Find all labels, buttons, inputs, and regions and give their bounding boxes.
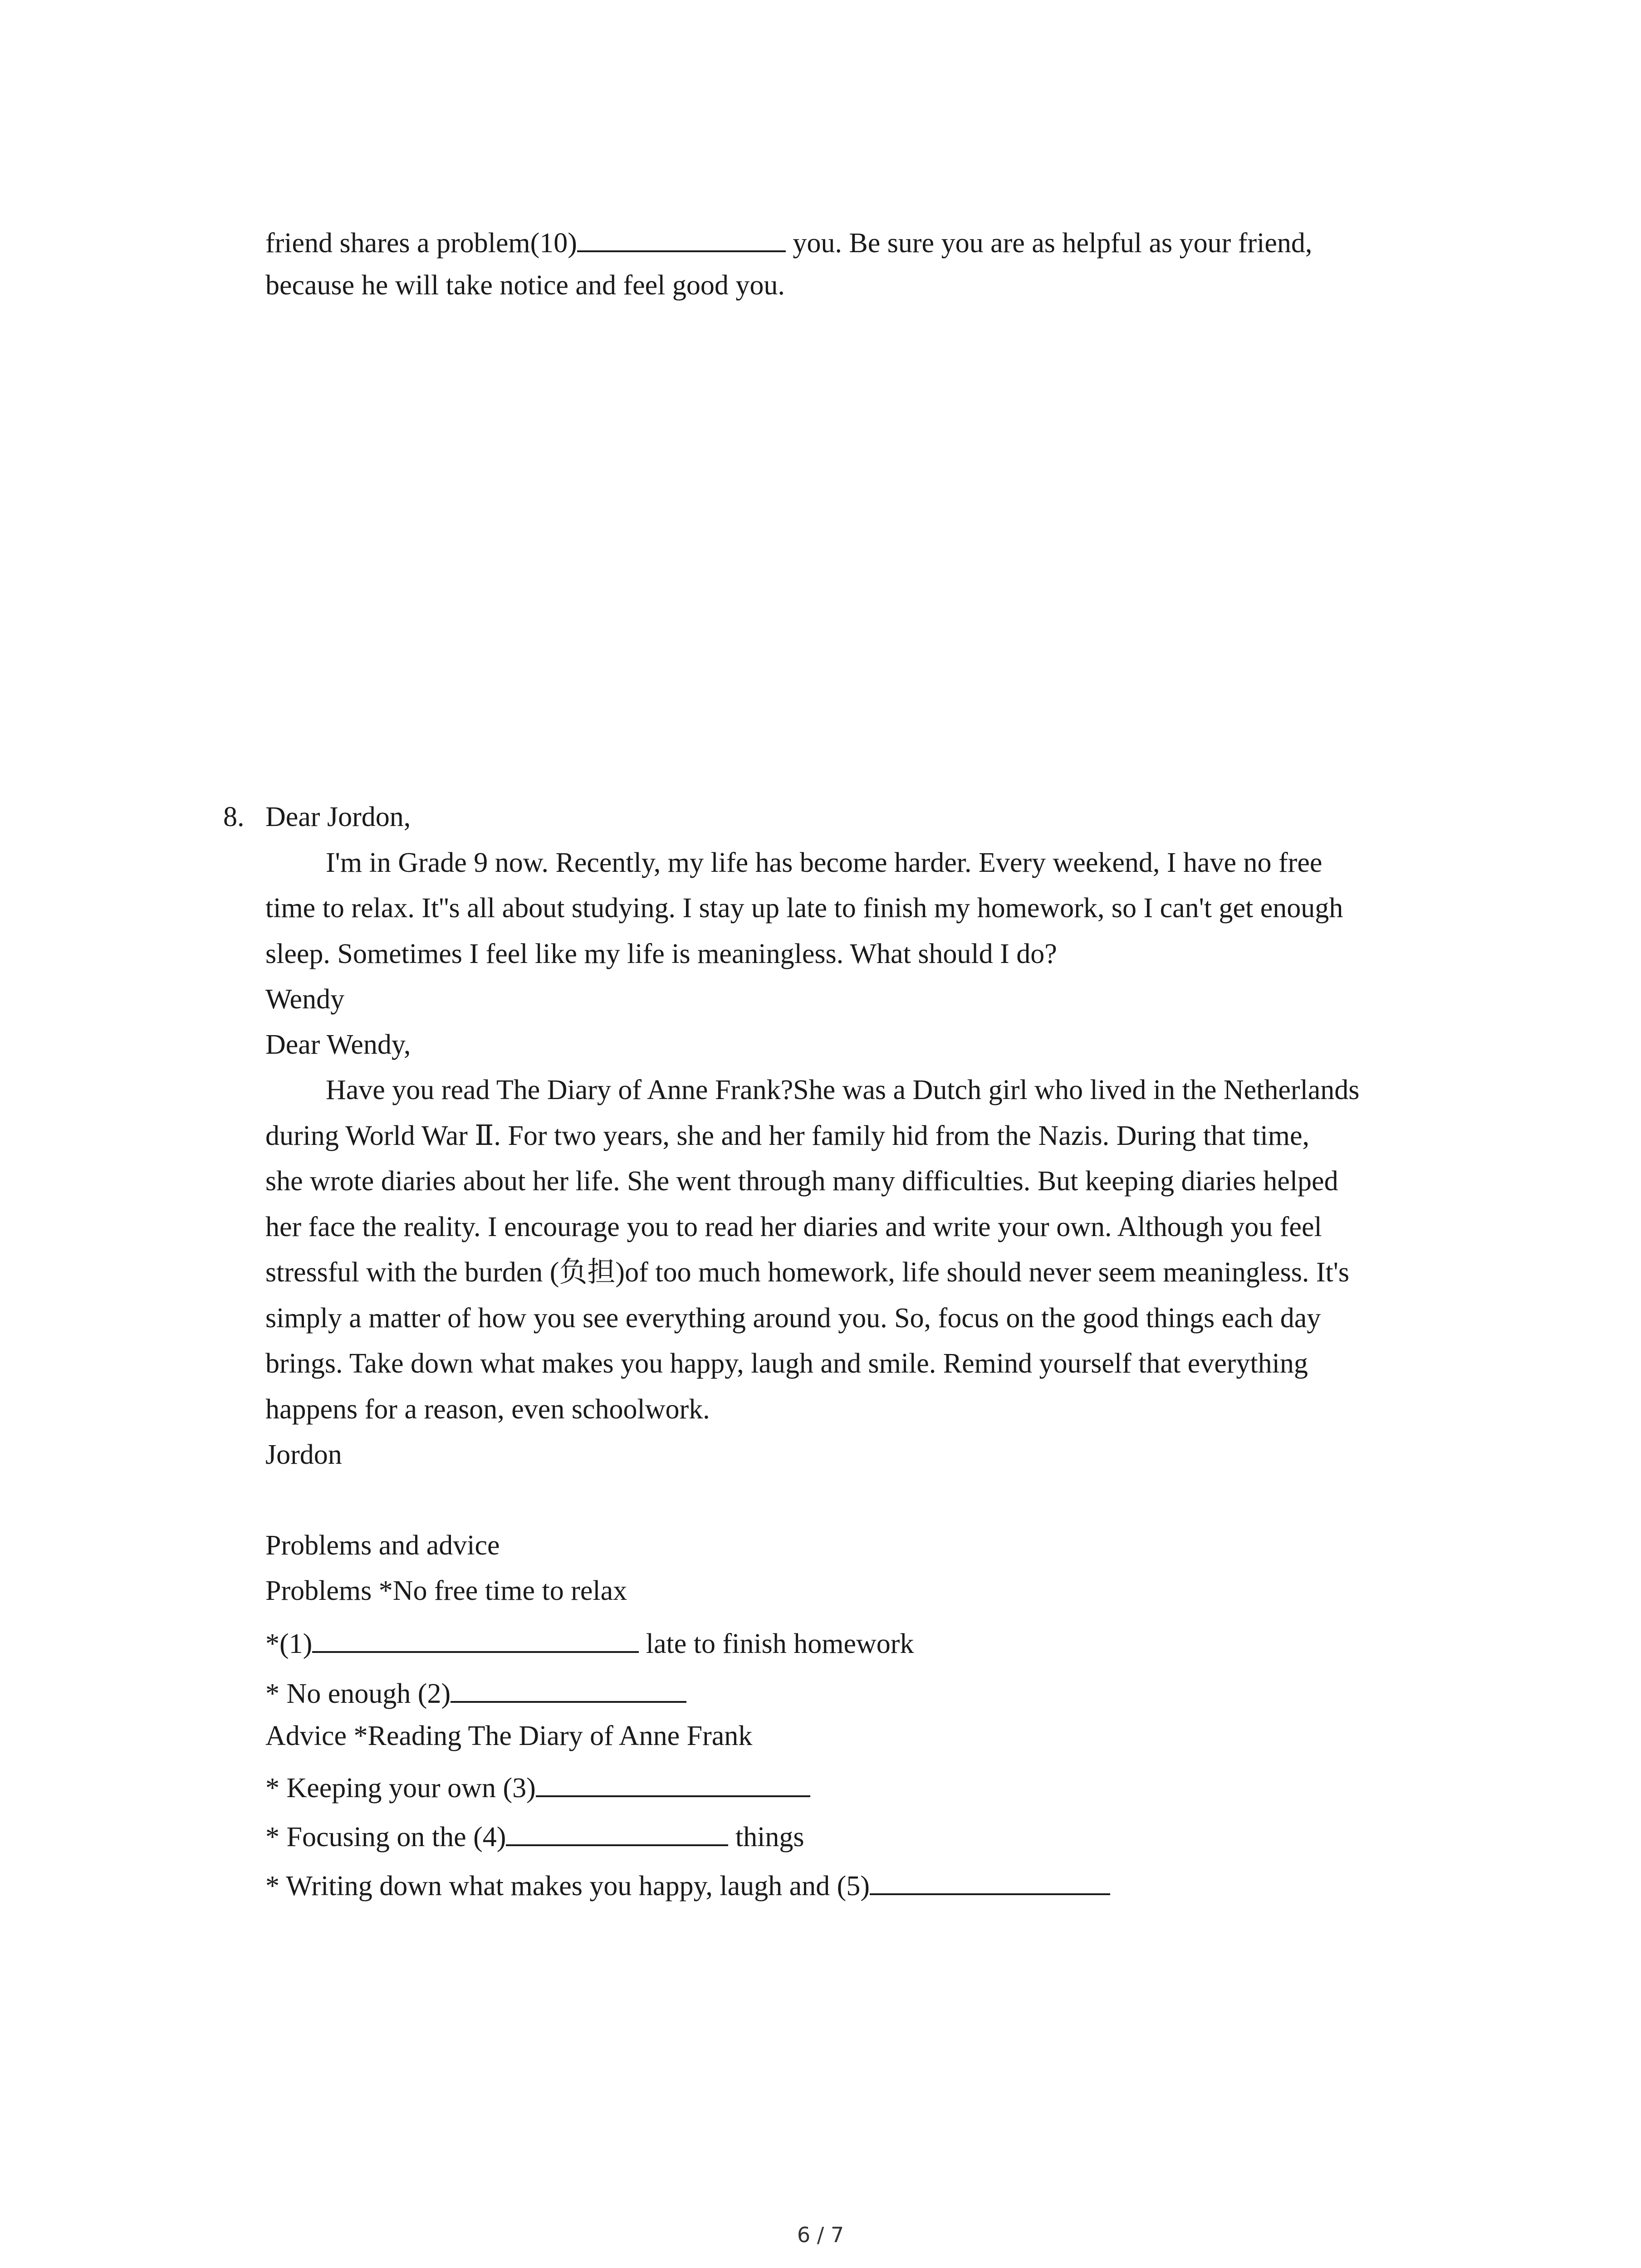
item-2-label: * No enough (2) [265, 1678, 451, 1709]
prev-line-1-text: friend shares a problem(10) [265, 228, 577, 259]
item-2 [265, 1673, 686, 1711]
letter2-greeting: Dear Wendy, [265, 1029, 411, 1060]
prev-question-line-1 [265, 222, 1312, 261]
letter2-line-5: stressful with the burden (负担)of too much homework, life should never seem meaningless. It's [265, 1257, 1350, 1288]
letter1-line-1: I'm in Grade 9 now. Recently, my life has become harder. Every weekend, I have no free [326, 847, 1323, 878]
letter2-line-8: happens for a reason, even schoolwork. [265, 1394, 710, 1425]
page-number: 6 / 7 [797, 2223, 844, 2247]
item-3-label: * Keeping your own (3) [265, 1773, 536, 1804]
item-4-tail: things [728, 1822, 804, 1853]
item-1-label: *(1) [265, 1628, 313, 1659]
item-3 [265, 1767, 810, 1806]
letter1-line-3: sleep. Sometimes I feel like my life is meaningless. What should I do? [265, 938, 1057, 969]
letter2-signature: Jordon [265, 1439, 342, 1470]
prev-question-line-2: because he will take notice and feel good you. [265, 270, 785, 301]
letter2-line-4: her face the reality. I encourage you to read her diaries and write your own. Although you feel [265, 1212, 1322, 1242]
prev-line-1-tail: you. Be sure you are as helpful as your friend, [785, 228, 1313, 259]
letter2-line-7: brings. Take down what makes you happy, laugh and smile. Remind yourself that everything [265, 1348, 1308, 1379]
answer-blank-4[interactable] [506, 1816, 728, 1846]
item-5 [265, 1865, 1110, 1904]
letter1-signature: Wendy [265, 984, 345, 1015]
item-4-label: * Focusing on the (4) [265, 1822, 506, 1853]
question-number: 8. [223, 802, 245, 832]
answer-blank-1[interactable] [312, 1623, 639, 1653]
letter2-line-3: she wrote diaries about her life. She went through many difficulties. But keeping diaries helped [265, 1166, 1338, 1197]
letter1-line-2: time to relax. It''s all about studying. I stay up late to finish my homework, so I can't get enough [265, 893, 1343, 924]
letter2-line-6: simply a matter of how you see everything around you. So, focus on the good things each day [265, 1303, 1321, 1334]
item-1 [265, 1623, 914, 1662]
letter2-line-2: during World War Ⅱ. For two years, she and her family hid from the Nazis. During that time, [265, 1120, 1309, 1151]
answer-blank-5[interactable] [870, 1865, 1110, 1895]
answer-blank-2[interactable] [451, 1673, 686, 1703]
table-title: Problems and advice [265, 1530, 500, 1561]
answer-blank-10[interactable] [577, 222, 786, 252]
letter2-line-1: Have you read The Diary of Anne Frank?She was a Dutch girl who lived in the Netherlands [326, 1075, 1360, 1105]
item-1-tail: late to finish homework [639, 1628, 914, 1659]
answer-blank-3[interactable] [536, 1767, 810, 1797]
problems-line: Problems *No free time to relax [265, 1575, 627, 1606]
letter1-greeting: Dear Jordon, [265, 802, 411, 832]
item-4 [265, 1816, 804, 1855]
advice-line: Advice *Reading The Diary of Anne Frank [265, 1721, 753, 1751]
item-5-label: * Writing down what makes you happy, laugh and (5) [265, 1871, 870, 1901]
